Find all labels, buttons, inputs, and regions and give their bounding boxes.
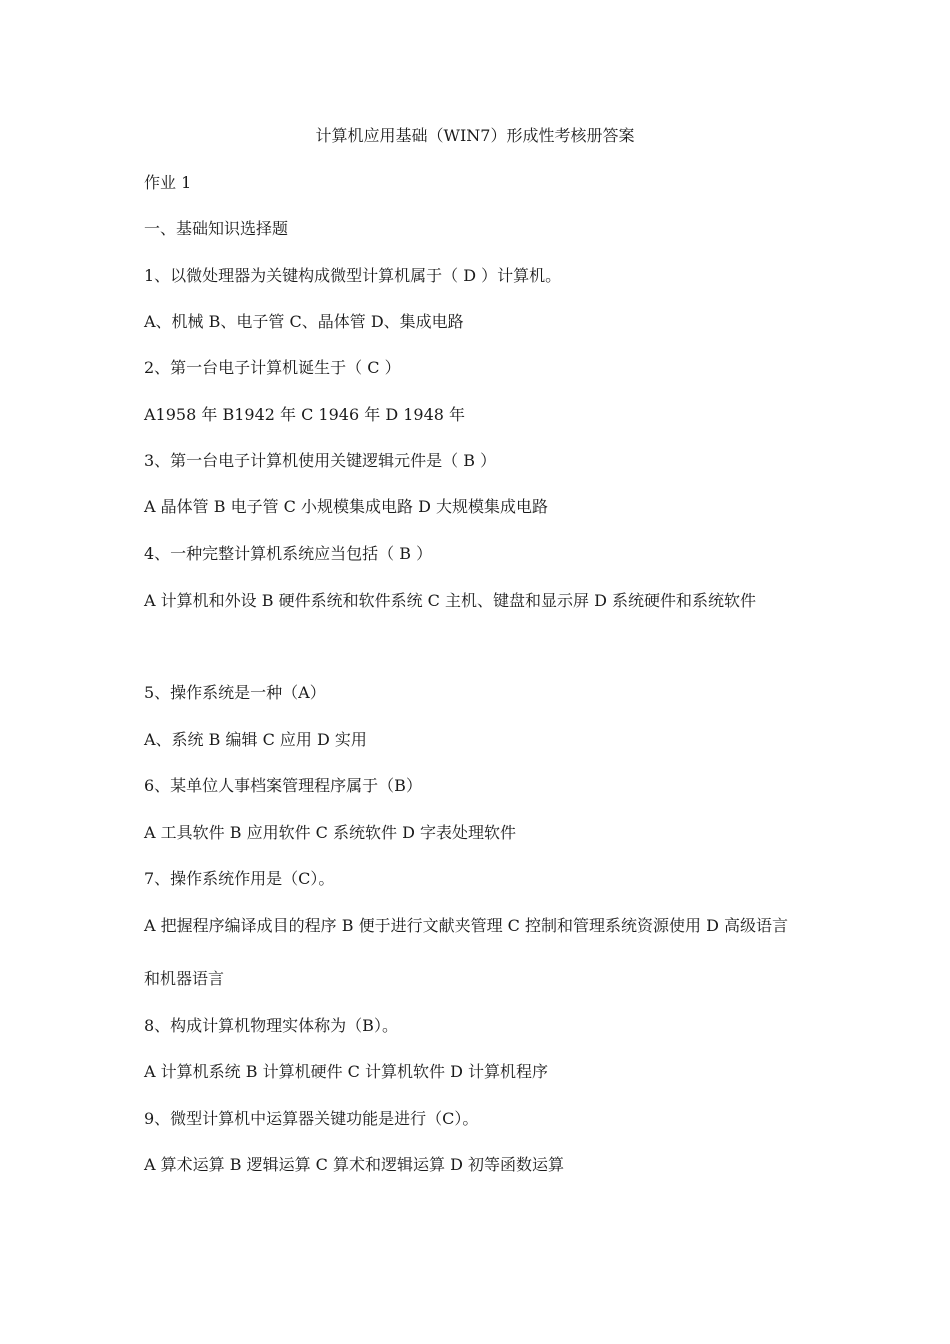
question-7: 7、操作系统作用是（C）。: [144, 869, 335, 888]
question-6: 6、某单位人事档案管理程序属于（B）: [144, 776, 422, 795]
question-4: 4、一种完整计算机系统应当包括（ B ）: [144, 544, 433, 563]
section-heading: 一、基础知识选择题: [144, 219, 289, 238]
options-5: A、系统 B 编辑 C 应用 D 实用: [144, 730, 367, 749]
options-2: A1958 年 B1942 年 C 1946 年 D 1948 年: [144, 405, 466, 424]
question-1: 1、以微处理器为关键构成微型计算机属于（ D ）计算机。: [144, 266, 562, 285]
options-7-continued: 和机器语言: [144, 969, 225, 988]
options-4: A 计算机和外设 B 硬件系统和软件系统 C 主机、键盘和显示屏 D 系统硬件和系统软件: [144, 591, 756, 610]
options-8: A 计算机系统 B 计算机硬件 C 计算机软件 D 计算机程序: [144, 1062, 548, 1081]
assignment-heading: 作业 1: [144, 173, 192, 192]
question-3: 3、第一台电子计算机使用关键逻辑元件是（ B ）: [144, 451, 497, 470]
question-8: 8、构成计算机物理实体称为（B）。: [144, 1016, 398, 1035]
options-9: A 算术运算 B 逻辑运算 C 算术和逻辑运算 D 初等函数运算: [144, 1155, 564, 1174]
question-9: 9、微型计算机中运算器关键功能是进行（C）。: [144, 1109, 479, 1128]
options-6: A 工具软件 B 应用软件 C 系统软件 D 字表处理软件: [144, 823, 516, 842]
question-2: 2、第一台电子计算机诞生于（ C ）: [144, 358, 401, 377]
options-3: A 晶体管 B 电子管 C 小规模集成电路 D 大规模集成电路: [144, 497, 548, 516]
question-5: 5、操作系统是一种（A）: [144, 683, 326, 702]
document-title: 计算机应用基础（WIN7）形成性考核册答案: [315, 126, 635, 145]
options-1: A、机械 B、电子管 C、晶体管 D、集成电路: [144, 312, 464, 331]
options-7: A 把握程序编译成目的程序 B 便于进行文献夹管理 C 控制和管理系统资源使用 D 高级语言: [144, 916, 788, 935]
